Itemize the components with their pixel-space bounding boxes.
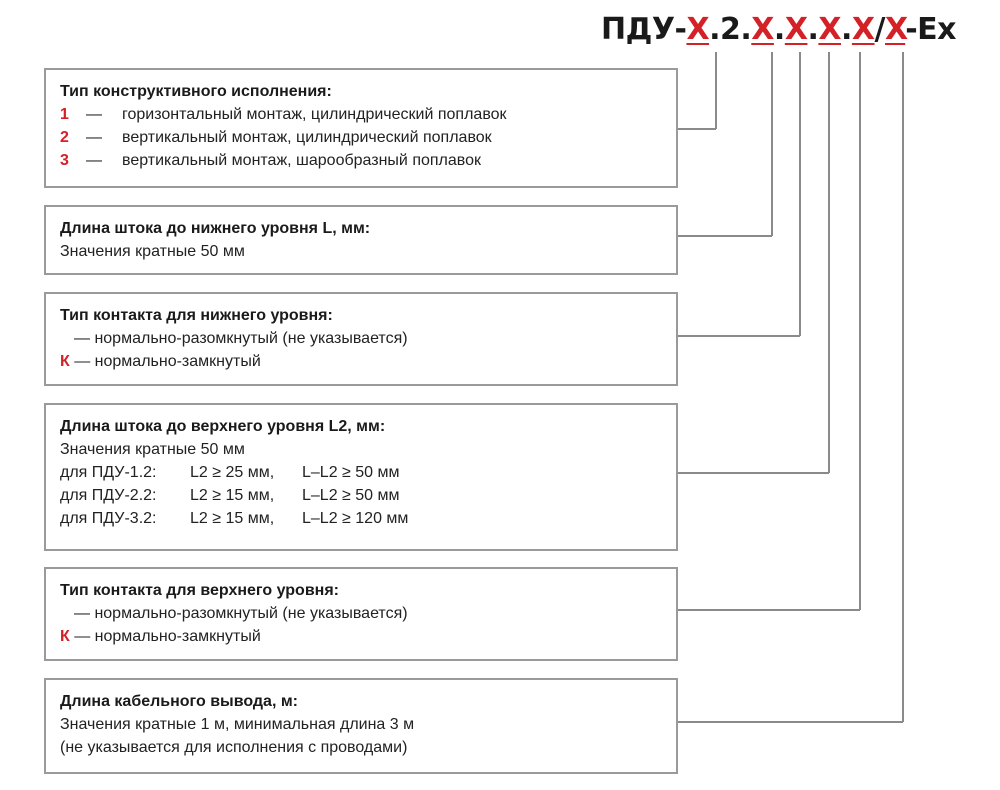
contact-code: К bbox=[60, 353, 70, 370]
condition-row bbox=[60, 461, 662, 484]
code-placeholder-lower-contact: X bbox=[784, 12, 808, 47]
option-number: 2 bbox=[60, 129, 69, 146]
option-text: вертикальный монтаж, шарообразный поплавок bbox=[122, 152, 481, 169]
model-label: для ПДУ-3.2: bbox=[60, 510, 157, 527]
list-item bbox=[60, 103, 662, 126]
option-number: 1 bbox=[60, 106, 69, 123]
condition-l2: L2 ≥ 15 мм, bbox=[190, 510, 275, 527]
option-text: вертикальный монтаж, цилиндрический поплавок bbox=[122, 129, 492, 146]
box-text: — нормально-разомкнутый (не указывается) bbox=[74, 605, 408, 622]
box-title: Тип конструктивного исполнения: bbox=[60, 83, 332, 100]
box-title: Длина штока до нижнего уровня L, мм: bbox=[60, 220, 371, 237]
box-text: — нормально-замкнутый bbox=[74, 628, 261, 645]
stem-length-upper-box bbox=[44, 403, 678, 551]
contact-code: К bbox=[60, 628, 70, 645]
condition-l2: L2 ≥ 25 мм, bbox=[190, 464, 275, 481]
condition-difference: L–L2 ≥ 120 мм bbox=[302, 510, 409, 527]
box-title: Тип контакта для нижнего уровня: bbox=[60, 307, 333, 324]
box-text: — нормально-разомкнутый (не указывается) bbox=[74, 330, 408, 347]
product-code bbox=[601, 12, 956, 47]
lower-contact-type-box bbox=[44, 292, 678, 386]
code-placeholder-cable-length: X bbox=[885, 12, 906, 47]
upper-contact-type-box bbox=[44, 567, 678, 661]
code-dot: . bbox=[773, 12, 785, 47]
condition-difference: L–L2 ≥ 50 мм bbox=[302, 487, 400, 504]
stem-length-lower-box bbox=[44, 205, 678, 275]
list-item bbox=[60, 350, 662, 373]
cable-length-box bbox=[44, 678, 678, 774]
condition-row bbox=[60, 484, 662, 507]
code-placeholder-type: X bbox=[686, 12, 710, 47]
code-suffix: -Ex bbox=[905, 12, 956, 47]
code-placeholder-upper-contact: X bbox=[851, 12, 875, 47]
box-text: Значения кратные 50 мм bbox=[60, 441, 245, 458]
code-placeholder-length-l2: X bbox=[818, 12, 841, 47]
dash: — bbox=[86, 129, 102, 146]
option-number: 3 bbox=[60, 152, 69, 169]
construction-type-box bbox=[44, 68, 678, 188]
box-text: Значения кратные 1 м, минимальная длина 3 м bbox=[60, 716, 415, 733]
model-label: для ПДУ-1.2: bbox=[60, 464, 157, 481]
code-slash: / bbox=[874, 12, 886, 47]
code-separator: .2. bbox=[709, 12, 752, 47]
model-label: для ПДУ-2.2: bbox=[60, 487, 157, 504]
list-item bbox=[60, 625, 662, 648]
box-title: Длина штока до верхнего уровня L2, мм: bbox=[60, 418, 386, 435]
dash: — bbox=[86, 106, 102, 123]
box-title: Длина кабельного вывода, м: bbox=[60, 693, 298, 710]
condition-row bbox=[60, 507, 662, 530]
condition-difference: L–L2 ≥ 50 мм bbox=[302, 464, 400, 481]
dash: — bbox=[86, 152, 102, 169]
code-placeholder-length-l: X bbox=[751, 12, 774, 47]
code-dot: . bbox=[807, 12, 819, 47]
box-text: — нормально-замкнутый bbox=[74, 353, 261, 370]
code-prefix: ПДУ- bbox=[601, 12, 687, 47]
code-dot: . bbox=[841, 12, 852, 47]
list-item bbox=[60, 126, 662, 149]
condition-l2: L2 ≥ 15 мм, bbox=[190, 487, 275, 504]
box-title: Тип контакта для верхнего уровня: bbox=[60, 582, 339, 599]
box-text: Значения кратные 50 мм bbox=[60, 243, 245, 260]
option-text: горизонтальный монтаж, цилиндрический поплавок bbox=[122, 106, 507, 123]
list-item bbox=[60, 149, 662, 172]
box-text: (не указывается для исполнения с проводами) bbox=[60, 739, 408, 756]
